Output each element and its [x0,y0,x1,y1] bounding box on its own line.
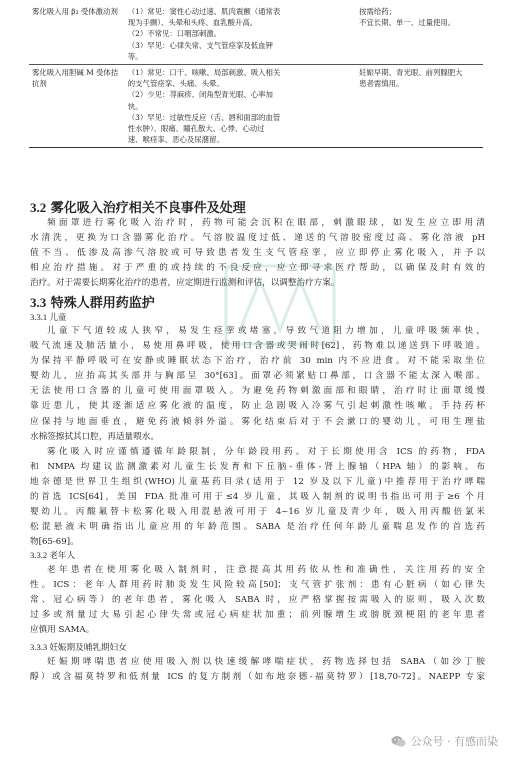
wechat-icon [391,735,406,748]
text-line: 婴幼儿，应抬高其头部并与胸部呈 30°[63]。面罩必须紧贴口鼻部，口含器不能太深入喉部。 [30,371,485,382]
subsection-3-3-3-paragraph [30,655,485,685]
text-line: 老年患者在使用雾化吸入制剂时，注意提高其用药依从性和准确性，关注用药的安全 [47,565,485,575]
text-line: 婴幼儿。丙酸氟替卡松雾化吸入用混悬液可用于 4~16 岁儿童及青少年，吸入用丙酸倍氯米 [30,507,485,518]
text-line: 吸气流速及肺活量小，易使用鼻呼吸，使用口含器或哭闹时[62]，药物难以递送到下呼吸道。 [30,341,485,352]
cell-line: 等。 [127,51,143,61]
section-number: 3.2 [30,200,47,215]
text-line: 相应治疗措施。对于严重的或持续的不良反应，应立即寻求医疗帮助，以确保及时有效的 [30,263,485,274]
cell-line: （3）罕见：过敏性反应（舌、唇和面部的血管 [127,112,281,122]
subsection-3-3-1-paragraph [30,324,485,550]
text-line: 过多或剂量过大易引起心律失常或冠心病症状加重；前列腺增生或膀胱颈梗阻的老年患者 [30,610,485,621]
adverse-reaction-table [29,4,483,148]
cell-line: 的支气管痉挛、头痛、头晕。 [127,79,224,89]
cell-line: （1）常见：窦性心动过速、肌肉震颤（通常表 [127,7,281,16]
text-line: 的首选 ICS[64]，美国 FDA 批准可用于≤4 岁儿童，其吸入制剂的说明书指出可用于≥6 个月 [30,492,485,503]
text-line: 地奈德是世界卫生组织(WHO)儿童基药目录(适用于 12 岁及以下儿童)中推荐用于治疗哮喘 [30,476,485,487]
text-line: 靠近患儿，使其逐渐适应雾化液的温度，防止急剧吸入冷雾气引起刺激性咳嗽。手持药杯 [30,401,485,412]
text-line: 物[65-69]。 [30,537,79,548]
section-title: 雾化吸入治疗相关不良事件及处理 [50,201,246,216]
cell-line: 快。 [127,101,143,111]
cell-line: （2）不常见：口咽部刺激。 [127,29,222,39]
cell-line: 速、喉痉挛、恶心及尿潴留。 [127,135,224,145]
table-row [29,65,483,148]
adverse-reaction-cell [125,4,356,65]
notes-cell [356,65,483,148]
cell-line: 现为手颤）、头晕和头疼、血乳酸升高。 [127,18,258,28]
cell-line: （3）罕见：心律失常、支气管痉挛及低血钾 [127,40,273,50]
cell-line: 不宜长期、单一、过量使用。 [359,18,456,28]
text-line: 常、冠心病等）的老年患者，雾化吸入 SABA 时，应严格掌握按需吸入的原则，吸入次数 [30,595,485,606]
subsection-heading-3-3-3: 3.3.3 妊娠期及哺乳期妇女 [30,642,127,652]
watermark [391,733,499,749]
text-line: 为保持平静呼吸可在安静或睡眠状态下治疗，治疗前 30 min 内不应进食。对不能采取坐位 [30,356,485,367]
text-line: 性。ICS：老年人群用药时肺炎发生风险较高[50]；支气管扩张剂：患有心脏病（如心律失 [30,580,485,591]
cell-line: （1）常见：口干、咳嗽、局部刺激、吸入相关 [127,68,281,78]
cell-line: 性水肿）、眼痛、瞳孔散大、心悸、心动过 [127,124,265,134]
cell-line: 雾化吸入用 β₂ 受体激动剂 [32,7,118,16]
watermark-text: 公众号 · 有感而染 [410,735,498,748]
cell-line: 按需给药； [359,7,397,16]
section-heading-3-3 [30,292,155,311]
table-row [29,4,483,65]
text-line: 水清洗，更换为口含器雾化治疗。气溶胶温度过低、递送的气溶胶密度过高、雾化溶液 pH [30,233,485,244]
text-line: 雾化吸入时应谨慎遵循年龄限制，分年龄段用药。对于长期使用含 ICS 的药物，FDA [47,446,485,457]
cell-line: （2）少见：荨麻疹、闭角型青光眼、心率加 [127,90,273,100]
subsection-heading-3-3-2: 3.3.2 老年人 [30,550,76,560]
drug-class-cell [29,4,125,65]
section-heading-3-2 [30,197,246,216]
subsection-3-3-2-paragraph [30,563,485,638]
text-line: 儿童下气道较成人狭窄，易发生痉挛或堵塞，导致气道阻力增加，儿童呼吸频率快， [47,326,485,336]
cell-line: 抗剂 [32,79,47,89]
drug-class-cell [29,65,125,148]
section-number: 3.3 [30,295,47,310]
section-title: 特殊人群用药监护 [50,296,155,311]
cell-line: 患者需慎用。 [359,79,404,89]
text-line: 妊娠期哮喘患者应使用吸入剂以快速缓解哮喘症状，药物选择包括 SABA（如沙丁胺 [47,657,485,667]
text-line: 水棉签擦拭其口腔，再适量喂水。 [30,431,159,442]
notes-cell [356,4,483,65]
text-line: 松混悬液未明确指出儿童应用的年龄范围。SABA 是治疗任何年龄儿童喘息发作的首选药 [30,522,485,533]
text-line: 和 NMPA 均建议监测激素对儿童生长发育和下丘脑-垂体-肾上腺轴（HPA 轴）的影响。布 [30,461,485,472]
text-line: 频面罩进行雾化吸入治疗时，药物可能会沉积在眼部，刺激眼球，如发生应立即用清 [47,218,485,228]
text-line: 应慎用 SAMA。 [30,625,95,636]
cell-line: 雾化吸入用胆碱 M 受体拮 [32,68,119,78]
adverse-reaction-cell [125,65,356,148]
text-line: 值不当、低渗及高渗气溶胶或可导致患者发生支气管痉挛，应立即停止雾化吸入，并予以 [30,248,485,259]
section-3-2-paragraph [30,216,485,291]
cell-line: 妊娠早期、青光眼、前列腺肥大 [359,68,463,78]
text-line: 应保持与地面垂直，避免药液倾斜外溢。雾化结束后对于不会漱口的婴幼儿，可用生理盐 [30,416,485,427]
text-line: 醇）或含福莫特罗和低剂量 ICS 的复方制剂（如布地奈德-福莫特罗）[18,70-72]。NAEPP 专家 [30,672,485,683]
text-line: 无法使用口含器的儿童可使用面罩吸入。为避免药物刺激面部和眼睛，治疗时让面罩缓慢 [30,386,485,397]
subsection-heading-3-3-1: 3.3.1 儿童 [30,312,67,322]
text-line: 治疗。对于需要长期雾化治疗的患者，应定期进行监测和评估，以调整治疗方案。 [30,278,340,289]
